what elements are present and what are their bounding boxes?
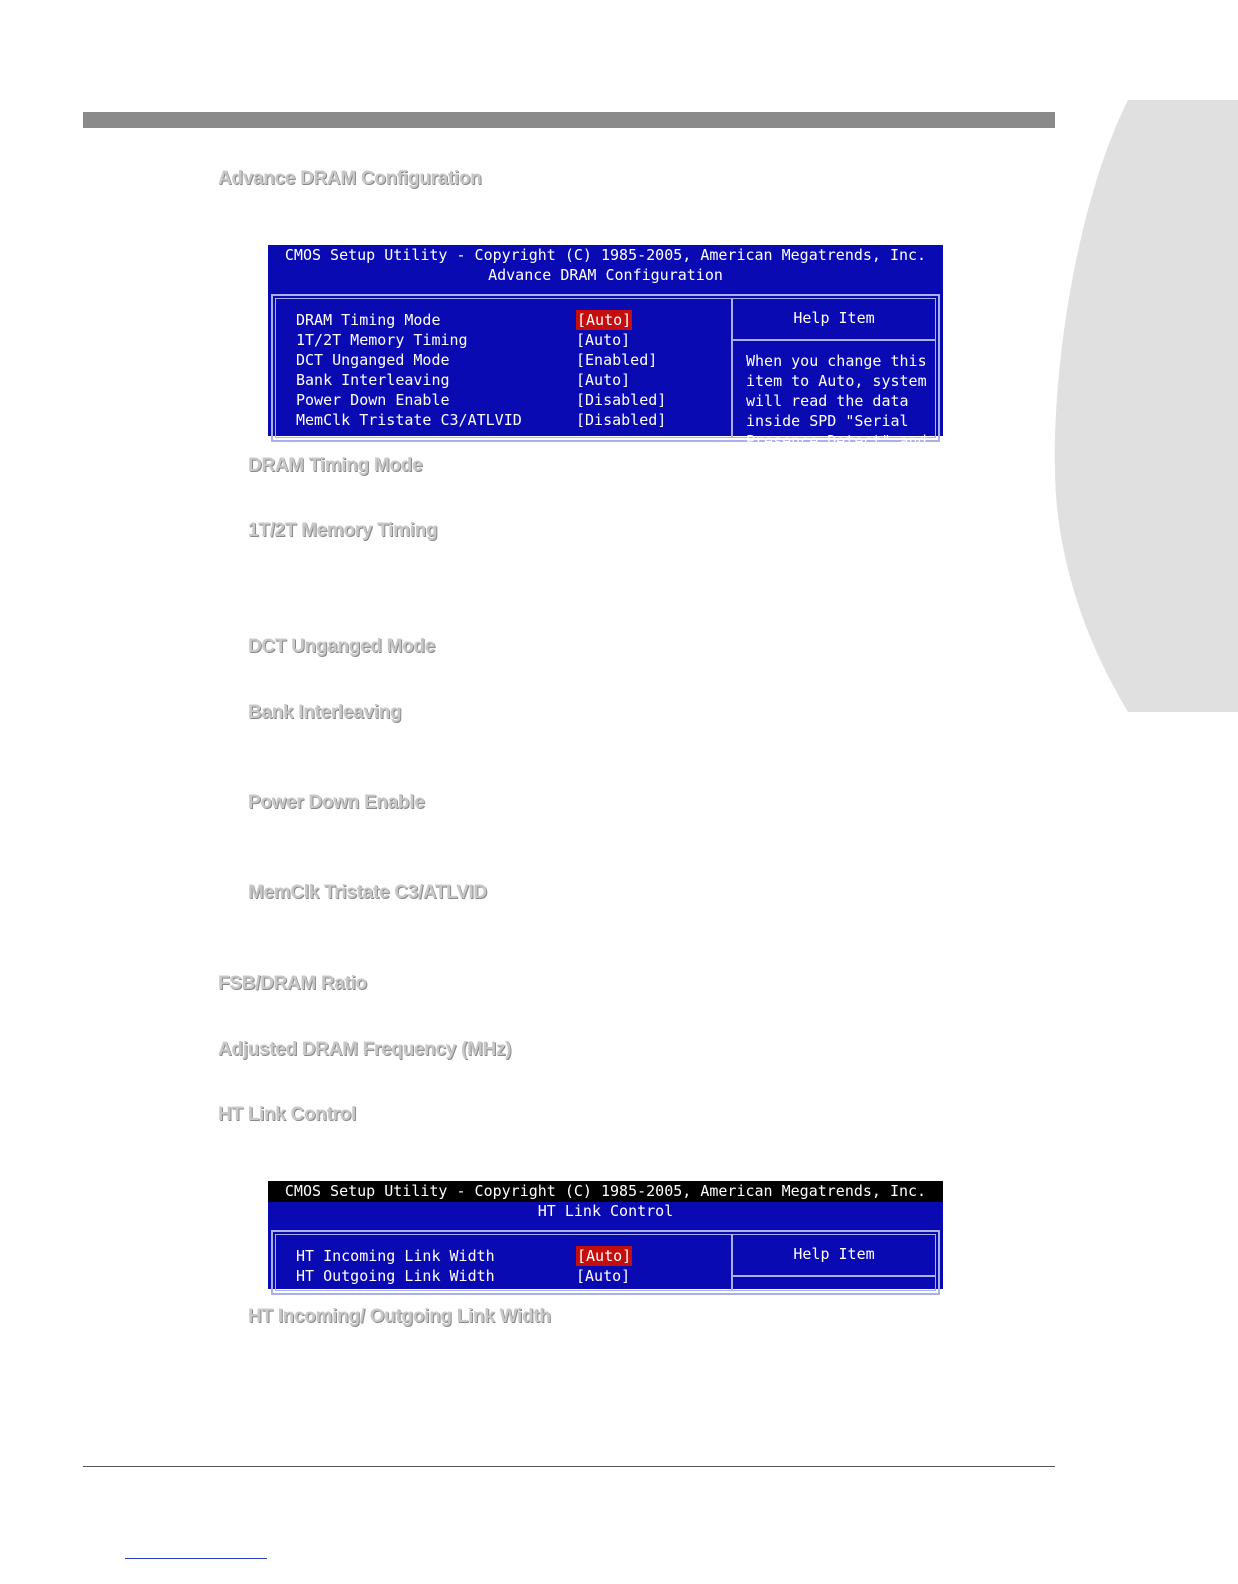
bios-panel xyxy=(271,294,940,450)
item-label: HT Outgoing Link Width xyxy=(296,1267,495,1285)
footer-rule xyxy=(83,1466,1055,1467)
help-item-title: Help Item xyxy=(733,299,935,341)
bios-panel xyxy=(271,1230,940,1295)
help-text xyxy=(746,351,936,451)
heading-dram-timing-mode: DRAM Timing Mode xyxy=(248,455,423,476)
help-item-title: Help Item xyxy=(733,1235,935,1277)
item-value[interactable]: [Enabled] xyxy=(576,351,658,369)
heading-memory-timing: 1T/2T Memory Timing xyxy=(248,520,438,541)
help-line: item to Auto, system xyxy=(746,372,927,390)
side-tab-decoration xyxy=(1058,100,1238,712)
item-label: DCT Unganged Mode xyxy=(296,351,450,369)
bios-panel-inner xyxy=(275,298,936,450)
heading-advance-dram-configuration: Advance DRAM Configuration xyxy=(218,168,482,189)
heading-bank-interleaving: Bank Interleaving xyxy=(248,702,402,723)
item-value-selected[interactable]: [Auto] xyxy=(577,311,632,329)
heading-ht-link-width: HT Incoming/ Outgoing Link Width xyxy=(248,1306,551,1327)
header-bar xyxy=(83,112,1055,128)
item-label: DRAM Timing Mode xyxy=(296,311,441,329)
heading-dct-unganged-mode: DCT Unganged Mode xyxy=(248,636,435,657)
help-line: inside SPD "Serial xyxy=(746,412,909,430)
heading-adjusted-dram-frequency: Adjusted DRAM Frequency (MHz) xyxy=(218,1039,512,1060)
footer-link-underline xyxy=(125,1558,267,1559)
bios-screen-ht-link-control xyxy=(268,1181,943,1289)
help-line: When you change this xyxy=(746,352,927,370)
item-value[interactable]: [Auto] xyxy=(576,331,631,349)
item-label: Power Down Enable xyxy=(296,391,450,409)
bios-subtitle: HT Link Control xyxy=(537,1202,674,1220)
help-line: will read the data xyxy=(746,392,909,410)
item-label: MemClk Tristate C3/ATLVID xyxy=(296,411,522,429)
heading-power-down-enable: Power Down Enable xyxy=(248,792,425,813)
item-value[interactable]: [Disabled] xyxy=(576,391,667,409)
heading-fsb-dram-ratio: FSB/DRAM Ratio xyxy=(218,973,367,994)
bios-panel-inner xyxy=(275,1234,936,1291)
item-label: 1T/2T Memory Timing xyxy=(296,331,468,349)
item-value[interactable]: [Auto] xyxy=(576,1267,631,1285)
bios-title: CMOS Setup Utility - Copyright (C) 1985-2005, American Megatrends, Inc. xyxy=(268,1181,943,1202)
heading-memclk-tristate: MemClk Tristate C3/ATLVID xyxy=(248,882,487,903)
heading-ht-link-control: HT Link Control xyxy=(218,1104,356,1125)
help-line: Presence Detect" and xyxy=(746,432,927,450)
item-value[interactable]: [Auto] xyxy=(576,371,631,389)
item-label: HT Incoming Link Width xyxy=(296,1247,495,1265)
item-value-selected[interactable]: [Auto] xyxy=(577,1247,632,1265)
bios-subtitle: Advance DRAM Configuration xyxy=(488,266,723,284)
item-value[interactable]: [Disabled] xyxy=(576,411,667,429)
bios-screen-advance-dram xyxy=(268,245,943,450)
item-label: Bank Interleaving xyxy=(296,371,450,389)
bios-title: CMOS Setup Utility - Copyright (C) 1985-2005, American Megatrends, Inc. xyxy=(284,246,927,264)
